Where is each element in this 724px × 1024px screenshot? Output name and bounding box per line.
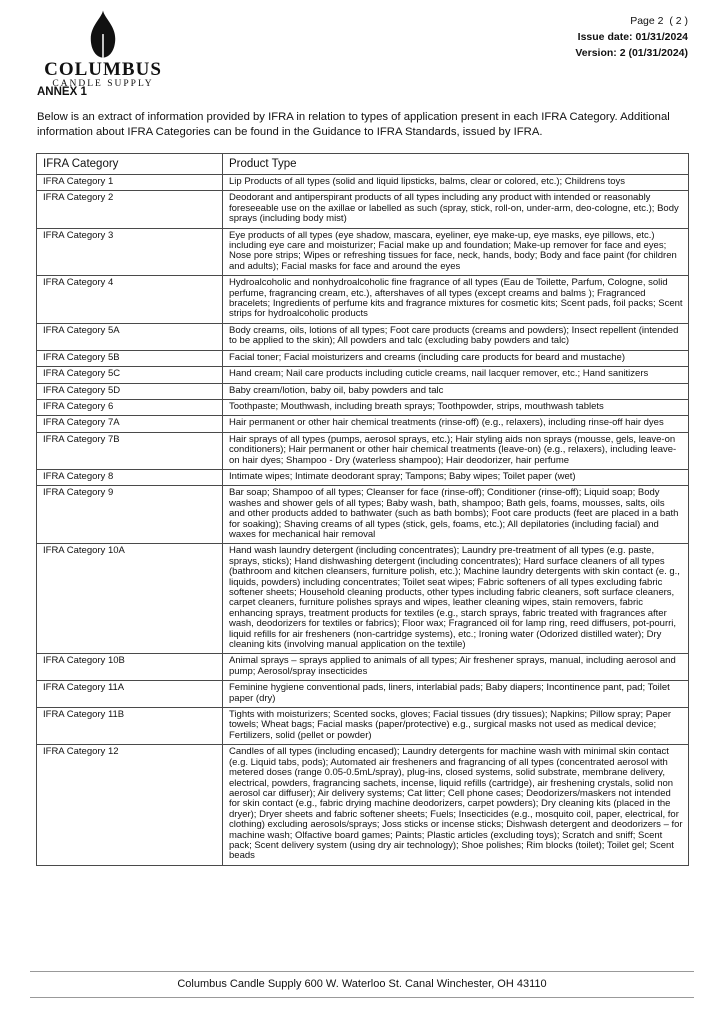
page-footer: Columbus Candle Supply 600 W. Waterloo St. Canal Winchester, OH 43110 [30, 971, 694, 998]
page-number: Page 2 ( 2 ) [630, 15, 688, 27]
product-type-cell: Toothpaste; Mouthwash, including breath sprays; Toothpowder, strips, mouthwash tablets [223, 399, 689, 415]
company-logo [42, 10, 164, 90]
issue-date: Issue date: 01/31/2024 [577, 31, 688, 43]
category-cell: IFRA Category 8 [37, 469, 223, 485]
product-type-cell: Intimate wipes; Intimate deodorant spray; Tampons; Baby wipes; Toilet paper (wet) [223, 469, 689, 485]
product-type-cell: Baby cream/lotion, baby oil, baby powders and talc [223, 383, 689, 399]
product-type-cell: Body creams, oils, lotions of all types; Foot care products (creams and powders); Insect repellent (intended to be applied to the skin); All powders and talc (excluding baby powders and talc) [223, 323, 689, 350]
category-cell: IFRA Category 5A [37, 323, 223, 350]
logo-subtitle: CANDLE SUPPLY [52, 79, 154, 89]
table-row [37, 399, 689, 415]
product-type-cell: Eye products of all types (eye shadow, mascara, eyeliner, eye make-up, eye masks, eye pillows, etc.) including eye care and moisturizer; Facial make up and foundation; Make-up remover for face and eyes; Nose pore strips; Wipes or refreshing tissues for face, neck, hands, body; Body and face paint (for children and adults); Facial masks for face and around the eyes [223, 228, 689, 276]
column-header-ifra-category: IFRA Category [37, 154, 223, 175]
product-type-cell: Bar soap; Shampoo of all types; Cleanser for face (rinse-off); Conditioner (rinse-off); Liquid soap; Body washes and shower gels of all types; Baby wash, bath, shampoo; Bath gels, foams, mousses, salts, oils and other products added to bathwater (such as bath bombs); Foot care products (feet are placed in a bath for soaking); Shaving creams of all types (stick, gels, foams, etc.); All depilatories (including facial) and waxes for mechanical hair removal [223, 486, 689, 544]
product-type-cell: Feminine hygiene conventional pads, liners, interlabial pads; Baby diapers; Incontinence pant, pad; Toilet paper (dry) [223, 681, 689, 708]
category-cell: IFRA Category 12 [37, 745, 223, 865]
ifra-category-table [36, 153, 689, 866]
table-row [37, 383, 689, 399]
version-label: Version: 2 (01/31/2024) [575, 47, 688, 59]
category-cell: IFRA Category 7A [37, 416, 223, 432]
table-row [37, 486, 689, 544]
category-cell: IFRA Category 6 [37, 399, 223, 415]
category-cell: IFRA Category 11A [37, 681, 223, 708]
category-cell: IFRA Category 5D [37, 383, 223, 399]
category-cell: IFRA Category 3 [37, 228, 223, 276]
category-cell: IFRA Category 9 [37, 486, 223, 544]
table-header-row [37, 154, 689, 175]
category-cell: IFRA Category 7B [37, 432, 223, 469]
category-cell: IFRA Category 11B [37, 708, 223, 745]
table-row [37, 432, 689, 469]
product-type-cell: Hair permanent or other hair chemical treatments (rinse-off) (e.g., relaxers), including rinse-off hair dyes [223, 416, 689, 432]
table-row [37, 350, 689, 366]
table-row [37, 367, 689, 383]
table-row [37, 191, 689, 228]
annex-title: ANNEX 1 [37, 86, 87, 98]
table-row [37, 416, 689, 432]
table-row [37, 681, 689, 708]
product-type-cell: Candles of all types (including encased); Laundry detergents for machine wash with minimal skin contact (e.g. Liquid tabs, pods); Automated air fresheners and fragrancing of all types (concentrated aerosol with metered doses (range 0.05-0.5mL/spray), plug-ins, closed systems, solid substrate, membrane delivery, electrical, powders, fragrancing sachets, incense, liquid refills (cartridge), air freshening crystals, solid non aerosol car diffuser); Air delivery systems; Cat litter; Cell phone cases; Deodorizers/maskers not intended for skin contact (e.g., fabric drying machine deodorizers, carpet powders); Dry cleaning kits (placed in the dryer); Dryer sheets and fabric softener sheets; Fuels; Insecticides (e.g., mosquito coil, paper, electrical, for clothing) excluding aerosols/sprays; Joss sticks or incense sticks; Dishwash detergent and deodorizers – for machine wash; Olfactive board games; Paints; Plastic articles (excluding toys); Scratch and sniff; Scent pack; Scent delivery system (using dry air technology); Shoe polishes; Rim blocks (toilet); Toilet gel; Scent beads [223, 745, 689, 865]
product-type-cell: Hair sprays of all types (pumps, aerosol sprays, etc.); Hair styling aids non sprays (mousse, gels, leave-on conditioners); Hair permanent or other hair chemical treatments (leave-on) (e.g., relaxers), including leave-on hair dyes; Shampoo - Dry (waterless shampoo); Hair deodorizer, hair perfume [223, 432, 689, 469]
product-type-cell: Facial toner; Facial moisturizers and creams (including care products for beard and mustache) [223, 350, 689, 366]
product-type-cell: Hand wash laundry detergent (including concentrates); Laundry pre-treatment of all types (e.g. paste, sprays, sticks); Hand dishwashing detergent (including concentrates); Hard surface cleaners of all types (bathroom and kitchen cleansers, furniture polish, etc.); Machine laundry detergents with skin contact (e. g., liquids, powders) including concentrates; Toilet seat wipes; Fabric softeners of all types excluding fabric softener sheets; Household cleaning products, other types including fabric cleaners, soft surface cleaners, carpet cleaners, furniture polishes sprays and wipes, leather cleaning wipes, stain removers, fabric enhancing sprays, treatment products for textiles (e.g., starch sprays, fabric treated with fragrances after wash, deodorizers for textiles or fabrics); Floor wax; Fragranced oil for lamp ring, reed diffusers, pot-pourri, liquid refills for air fresheners (non-cartridge systems), etc.; Ironing water (Odorized distilled water); Dry cleaning kits (involving manual application on the textile) [223, 544, 689, 654]
table-row [37, 175, 689, 191]
product-type-cell: Tights with moisturizers; Scented socks, gloves; Facial tissues (dry tissues); Napkins; Pillow spray; Paper towels; Wheat bags; Facial masks (paper/protective) e.g., surgical masks not used as medical device; Fertilizers, solid (pellet or powder) [223, 708, 689, 745]
flame-icon [87, 10, 119, 60]
page-metadata [575, 13, 688, 61]
column-header-product-type: Product Type [223, 154, 689, 175]
product-type-cell: Hydroalcoholic and nonhydroalcoholic fine fragrance of all types (Eau de Toilette, Parfum, Cologne, solid perfume, fragrancing cream, etc.), aftershaves of all types (except creams and balms ); Fragranced bracelets; Ingredients of perfume kits and fragrance mixtures for cosmetic kits; Scent pads, foil packs; Scent strips for hydroalcoholic products [223, 276, 689, 324]
product-type-cell: Lip Products of all types (solid and liquid lipsticks, balms, clear or colored, etc.); Childrens toys [223, 175, 689, 191]
intro-paragraph: Below is an extract of information provided by IFRA in relation to types of application present in each IFRA Category. Additional information about IFRA Categories can be found in the Guidance to IFRA Standards, issued by IFRA. [37, 111, 670, 138]
category-cell: IFRA Category 2 [37, 191, 223, 228]
category-cell: IFRA Category 5C [37, 367, 223, 383]
table-row [37, 323, 689, 350]
category-cell: IFRA Category 1 [37, 175, 223, 191]
table-row [37, 276, 689, 324]
table-row [37, 544, 689, 654]
product-type-cell: Animal sprays – sprays applied to animals of all types; Air freshener sprays, manual, including aerosol and pump; Aerosol/spray insecticides [223, 654, 689, 681]
table-row [37, 228, 689, 276]
table-row [37, 745, 689, 865]
logo-title: COLUMBUS [44, 59, 162, 80]
product-type-cell: Hand cream; Nail care products including cuticle creams, nail lacquer remover, etc.; Hand sanitizers [223, 367, 689, 383]
category-cell: IFRA Category 10A [37, 544, 223, 654]
table-row [37, 469, 689, 485]
category-cell: IFRA Category 4 [37, 276, 223, 324]
table-row [37, 708, 689, 745]
product-type-cell: Deodorant and antiperspirant products of all types including any product with intended or reasonably foreseeable use on the axillae or labelled as such (spray, stick, roll-on, under-arm, deo-cologne, etc.); Body sprays (including body mist) [223, 191, 689, 228]
category-cell: IFRA Category 5B [37, 350, 223, 366]
category-cell: IFRA Category 10B [37, 654, 223, 681]
table-row [37, 654, 689, 681]
